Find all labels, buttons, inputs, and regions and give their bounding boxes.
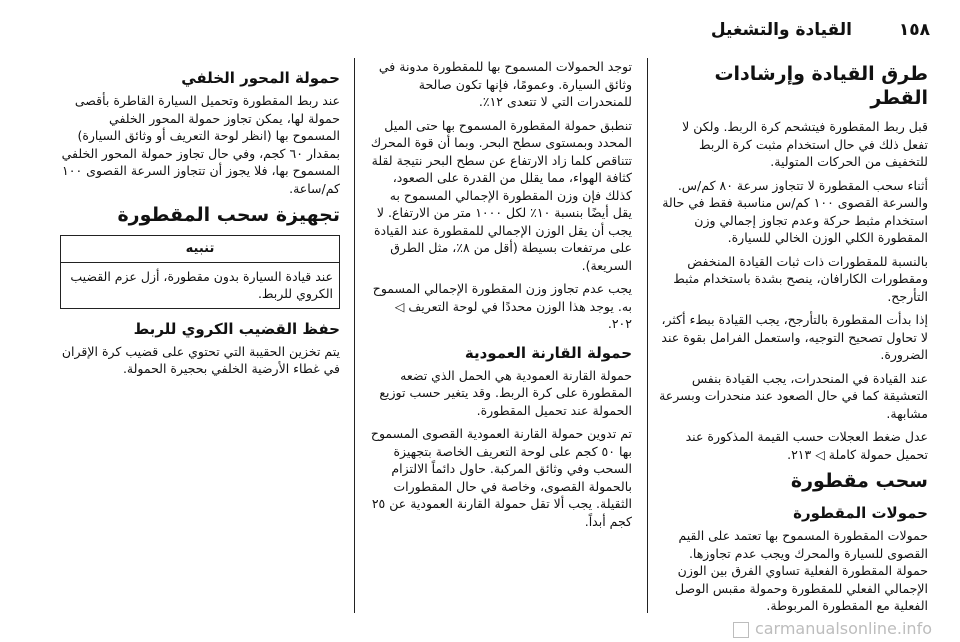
section-title-trailer-towing: سحب مقطورة <box>790 470 928 492</box>
watermark-text: carmanualsonline.info <box>754 619 932 638</box>
subsection-title-trailer-loads: حمولات المقطورة <box>793 504 928 522</box>
column-divider <box>647 58 648 613</box>
paragraph-with-page-ref: عدل ضغط العجلات حسب القيمة المذكورة عند تحميل حمولة كاملة ◁ ٢١٣. <box>685 429 928 462</box>
section-title-ball-bar-storage: حفظ القضيب الكروي للربط <box>133 319 340 338</box>
chapter-title: القيادة والتشغيل <box>710 20 852 40</box>
paragraph: توجد الحمولات المسموح بها للمقطورة مدونة في وثائق السيارة. وعمومًا، فإنها تكون صالحة للمنحدرات التي لا تتعدى ١٢٪. <box>378 59 632 109</box>
notice-box <box>60 235 340 309</box>
right-column <box>658 58 928 613</box>
left-column <box>60 58 340 613</box>
paragraph: إذا بدأت المقطورة بالتأرجح، يجب القيادة ببطء أكثر، لا تحاول تصحيح التوجيه، واستعمل الفرامل بقوة عند الضرورة. <box>661 312 928 362</box>
page-number: ١٥٨ <box>898 20 930 40</box>
section-title-towing-guidelines: طرق القيادة وإرشادات القطر <box>714 63 928 109</box>
paragraph: أثناء سحب المقطورة لا تتجاوز سرعة ٨٠ كم/س. والسرعة القصوى ١٠٠ كم/س مناسبة فقط في حالة استخدام مثبط حركة وعدم تجاوز إجمالي وزن المقطورة الكلي الوزن الخالي للسيارة. <box>662 177 928 245</box>
paragraph: عند القيادة في المنحدرات، يجب القيادة بنفس التعشيقة كما في حال الصعود عند منحدرات وبسرعة مشابهة. <box>659 370 928 421</box>
notice-body: عند قيادة السيارة بدون مقطورة، أزل عزم القضيب الكروي للربط. <box>70 268 333 301</box>
notice-heading: تنبيه <box>61 236 339 263</box>
paragraph: عند ربط المقطورة وتحميل السيارة القاطرة بأقصى حمولة لها، يمكن تجاوز حمولة المحور الخلفي المسموح بها (انظر لوحة التعريف أو وثائق السيارة) بمقدار ٦٠ كجم، وفي حال تجاوز حمولة المحور الخلفي المسموح بها، فلا يجوز أن تتجاوز السرعة القصوى ١٠٠ كم/ساعة. <box>61 93 340 196</box>
section-title-vertical-coupling-load: حمولة القارنة العمودية <box>464 343 632 362</box>
paragraph: تم تدوين حمولة القارنة العمودية القصوى المسموح بها ٥٠ كجم على لوحة التعريف الخاصة بتجهيزة السحب وفي وثائق المركبة. حاول دائماً الالتزام بالحمولة القصوى، وخاصة في حال المقطورات الثقيلة. يجب ألا تقل حمولة القارنة العمودية عن ٢٥ كجم أبداً. <box>370 426 632 529</box>
footer-watermark <box>733 619 932 638</box>
content-columns <box>0 58 960 618</box>
column-divider <box>354 58 355 613</box>
paragraph: تنطبق حمولة المقطورة المسموح بها حتى الميل المحدد وبمستوى سطح البحر. وبما أن قوة المحرك تتناقص كلما زاد الارتفاع عن سطح البحر نتيجة لقلة كثافة الهواء، مما يقلل من القدرة على الصعود، كذلك فإن وزن المقطورة الإجمالي المسموح به يقل أيضًا بنسبة ١٠٪ لكل ١٠٠٠ متر من الارتفاع. لا يجب أن يقل الوزن الإجمالي للمقطورة عند القيادة على مرتفعات بسيطة (أقل من ٨٪، مثل الطرق السريعة). <box>370 117 632 273</box>
paragraph: حمولة القارنة العمودية هي الحمل الذي تضعه المقطورة على كرة الربط. وقد يتغير حسب توزيع الحمولة عند تحميل المقطورة. <box>379 367 632 418</box>
paragraph: يتم تخزين الحقيبة التي تحتوي على قضيب كرة الإقران في غطاء الأرضية الخلفي بحجيرة الحمولة. <box>61 343 340 376</box>
page-header <box>0 0 960 58</box>
paragraph: قبل ربط المقطورة فيتشحم كرة الربط. ولكن لا تفعل ذلك في حال استخدام مثبت كرة الربط للتخفيف من الحركات المتولية. <box>682 119 928 169</box>
middle-column <box>368 58 632 613</box>
section-title-towing-equipment: تجهيزة سحب المقطورة <box>117 204 340 226</box>
paragraph-with-page-ref: يجب عدم تجاوز وزن المقطورة الإجمالي المسموح به. يوجد هذا الوزن محددًا في لوحة التعريف ◁ ٢٠٢. <box>372 281 632 331</box>
section-title-rear-axle-load: حمولة المحور الخلفي <box>181 69 340 87</box>
paragraph: حمولات المقطورة المسموح بها تعتمد على القيم القصوى للسيارة والمحرك ويجب عدم تجاوزها. حمولة المقطورة الفعلية تساوي الفرق بين الوزن الإجمالي الفعلي للمقطورة وحمولة مقبس الوصل الفعلية مع المقطورة المربوطة. <box>675 528 928 613</box>
paragraph: بالنسبة للمقطورات ذات ثبات القيادة المنخفض ومقطورات الكارافان، ينصح بشدة باستخدام مثبط التأرجح. <box>673 253 928 304</box>
watermark-logo-icon <box>733 622 749 638</box>
